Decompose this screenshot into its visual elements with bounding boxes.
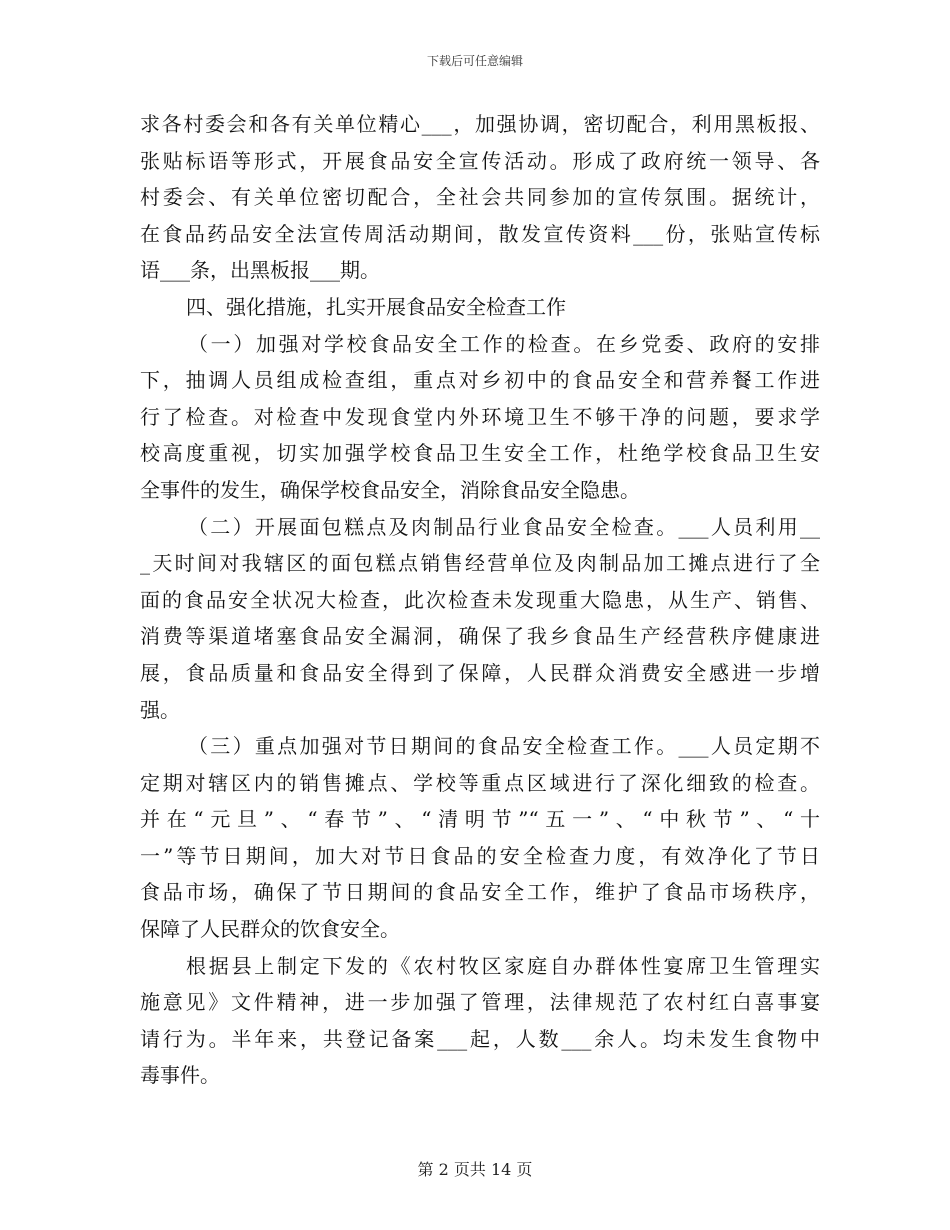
text-line: （三）重点加强对节日期间的食品安全检查工作。___人员定期不	[188, 734, 820, 759]
text-line: 校高度重视，切实加强学校食品卫生安全工作，杜绝学校食品卫生安	[140, 441, 820, 466]
text-line: 语___条，出黑板报___期。	[140, 258, 380, 283]
text-line: 求各村委会和各有关单位精心___，加强协调，密切配合，利用黑板报、	[140, 112, 820, 136]
text-line: 毒事件。	[140, 1063, 220, 1088]
text-line: 强。	[140, 697, 180, 722]
text-line: 张贴标语等形式，开展食品安全宣传活动。形成了政府统一领导、各	[140, 148, 820, 173]
section-heading: 四、强化措施，扎实开展食品安全检查工作	[186, 294, 566, 319]
text-line: 一”等节日期间，加大对节日食品的安全检查力度，有效净化了节日	[140, 843, 820, 868]
text-line: _天时间对我辖区的面包糕点销售经营单位及肉制品加工摊点进行了全	[140, 551, 820, 576]
text-line: 根据县上制定下发的《农村牧区家庭自办群体性宴席卫生管理实	[186, 953, 820, 978]
text-line: 并在“元旦”、“春节”、“清明节”“五一”、“中秋节”、“十	[140, 807, 820, 832]
text-line: 保障了人民群众的饮食安全。	[140, 917, 400, 942]
text-line: 消费等渠道堵塞食品安全漏洞，确保了我乡食品生产经营秩序健康进	[140, 624, 820, 649]
text-line: 全事件的发生，确保学校食品安全，消除食品安全隐患。	[140, 477, 640, 502]
text-line: 行了检查。对检查中发现食堂内外环境卫生不够干净的问题，要求学	[140, 404, 820, 429]
text-line: 下，抽调人员组成检查组，重点对乡初中的食品安全和营养餐工作进	[140, 368, 820, 393]
text-line: 请行为。半年来，共登记备案___起，人数___余人。均未发生食物中	[140, 1026, 820, 1051]
page-header: 下载后可任意编辑	[426, 54, 523, 68]
text-line: 在食品药品安全法宣传周活动期间，散发宣传资料___份，张贴宣传标	[140, 221, 820, 246]
text-line: 展，食品质量和食品安全得到了保障，人民群众消费安全感进一步增	[140, 660, 820, 685]
text-line: （二）开展面包糕点及肉制品行业食品安全检查。___人员利用__	[188, 514, 820, 539]
page-number: 第 2 页共 14 页	[417, 1160, 533, 1179]
text-line: 食品市场，确保了节日期间的食品安全工作，维护了食品市场秩序，	[140, 880, 820, 905]
text-line: （一）加强对学校食品安全工作的检查。在乡党委、政府的安排	[188, 331, 820, 356]
text-line: 施意见》文件精神，进一步加强了管理，法律规范了农村红白喜事宴	[140, 990, 820, 1015]
document-body	[140, 106, 820, 1094]
text-line: 面的食品安全状况大检查，此次检查未发现重大隐患，从生产、销售、	[140, 587, 820, 612]
text-line: 定期对辖区内的销售摊点、学校等重点区域进行了深化细致的检查。	[140, 770, 820, 795]
text-line: 村委会、有关单位密切配合，全社会共同参加的宣传氛围。据统计，	[140, 185, 820, 210]
